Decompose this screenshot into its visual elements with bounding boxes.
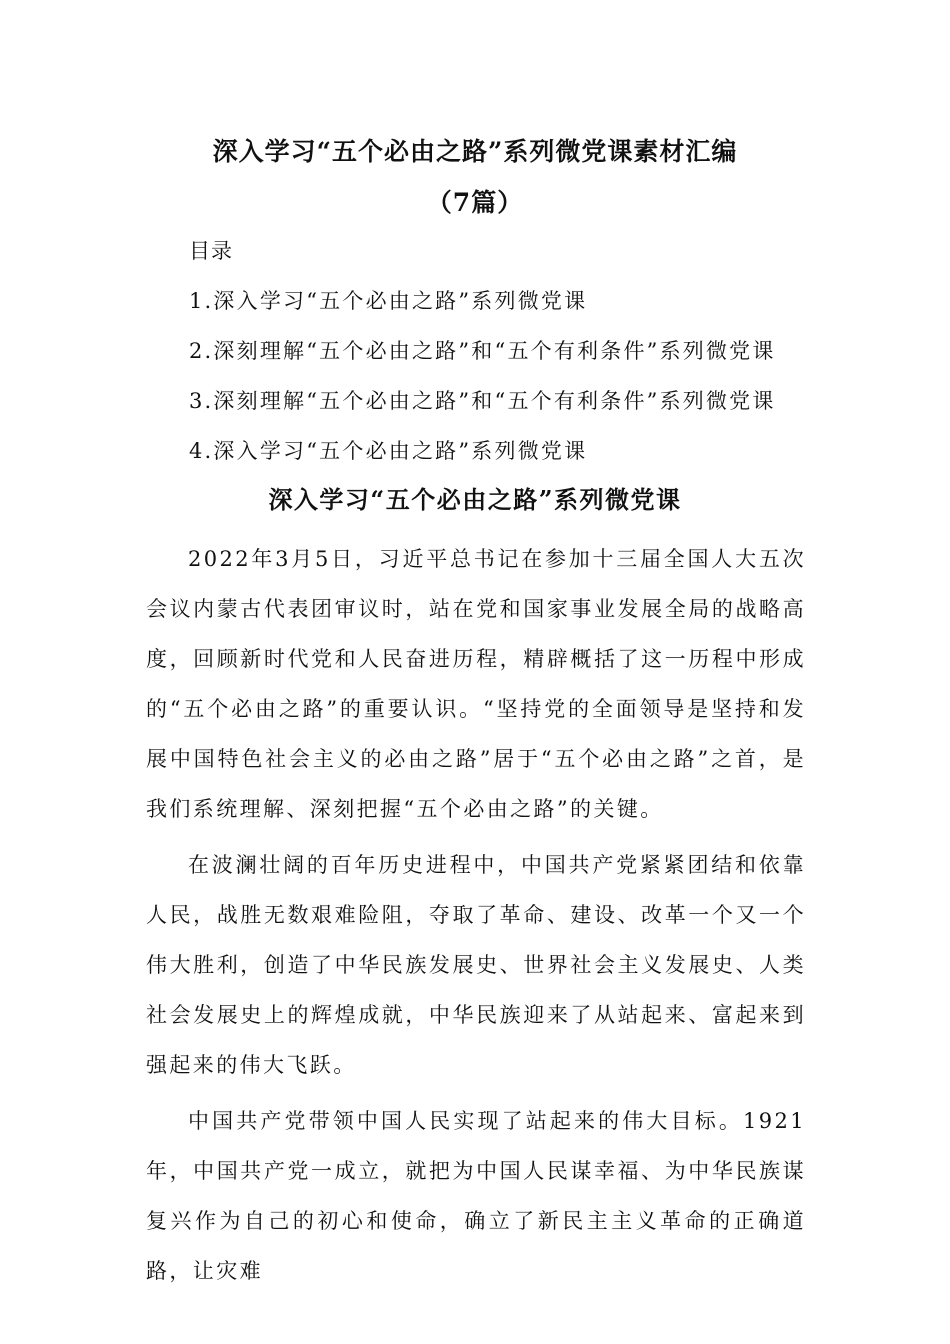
- table-of-contents: [189, 237, 889, 487]
- section-title: 深入学习“五个必由之路”系列微党课: [268, 485, 682, 514]
- toc-item[interactable]: 2.深刻理解“五个必由之路”和“五个有利条件”系列微党课: [189, 339, 776, 363]
- toc-list: [189, 287, 889, 487]
- paragraph: 2022年3月5日，习近平总书记在参加十三届全国人大五次会议内蒙古代表团审议时，站在党和国家事业发展全局的战略高度，回顾新时代党和人民奋进历程，精辟概括了这一历程中形成的“五个必由之路”的重要认识。“坚持党的全面领导是坚持和发展中国特色社会主义的必由之路”居于“五个必由之路”之首，是我们系统理解、深刻把握“五个必由之路”的关键。: [146, 547, 806, 821]
- toc-item[interactable]: 4.深入学习“五个必由之路”系列微党课: [189, 439, 588, 463]
- toc-item[interactable]: 3.深刻理解“五个必由之路”和“五个有利条件”系列微党课: [189, 389, 776, 413]
- body-text: [146, 534, 806, 1296]
- toc-heading: 目录: [189, 239, 233, 263]
- paragraph: 中国共产党带领中国人民实现了站起来的伟大目标。1921年，中国共产党一成立，就把为中国人民谋幸福、为中华民族谋复兴作为自己的初心和使命，确立了新民主主义革命的正确道路，让灾难: [146, 1109, 806, 1283]
- toc-item[interactable]: 1.深入学习“五个必由之路”系列微党课: [189, 289, 588, 313]
- document-title: 深入学习“五个必由之路”系列微党课素材汇编: [212, 137, 738, 166]
- document-subtitle: （7篇）: [426, 188, 524, 217]
- paragraph: 在波澜壮阔的百年历史进程中，中国共产党紧紧团结和依靠人民，战胜无数艰难险阻，夺取了革命、建设、改革一个又一个伟大胜利，创造了中华民族发展史、世界社会主义发展史、人类社会发展史上的辉煌成就，中华民族迎来了从站起来、富起来到强起来的伟大飞跃。: [146, 853, 806, 1077]
